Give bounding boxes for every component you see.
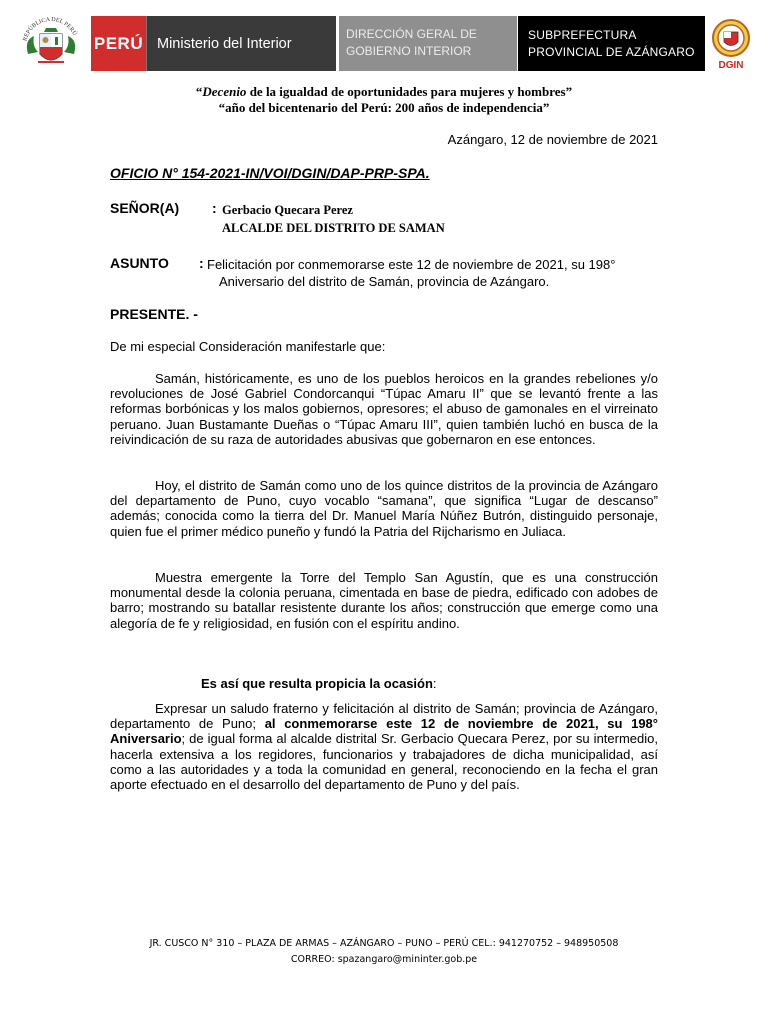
dgin-logo-icon	[709, 18, 753, 72]
ministerio-brand-block	[146, 16, 336, 71]
asunto-colon: :	[199, 255, 204, 271]
recipient-name: Gerbacio Quecara Perez	[222, 203, 353, 217]
ocasion-bold: Es así que resulta propicia la ocasión	[201, 676, 433, 691]
asunto-line-1: Felicitación por conmemorarse este 12 de noviembre de 2021, su 198°	[207, 257, 616, 272]
decenio-line-1: “Decenio de la igualdad de oportunidades para mujeres y hombres”	[195, 84, 573, 99]
ocasion-line: Es así que resulta propicia la ocasión:	[201, 676, 437, 691]
peru-label: PERÚ	[93, 33, 144, 53]
asunto-label: ASUNTO	[110, 255, 169, 271]
document-date: Azángaro, 12 de noviembre de 2021	[447, 132, 658, 147]
footer-line-1: JR. CUSCO N° 310 – PLAZA DE ARMAS – AZÁNGARO – PUNO – PERÚ CEL.: 941270752 – 948950508	[149, 938, 619, 949]
direccion-line-1: DIRECCIÓN GERAL DE	[346, 27, 477, 41]
subprefectura-block	[518, 16, 705, 71]
svg-text:REPÚBLICA DEL PERÚ: REPÚBLICA DEL PERÚ	[22, 16, 78, 42]
peru-coat-of-arms-icon	[18, 10, 84, 76]
asunto-text	[207, 256, 667, 290]
senor-label: SEÑOR(A)	[110, 200, 180, 216]
oficio-number: OFICIO N° 154-2021-IN/VOI/DGIN/DAP-PRP-SPA.	[110, 165, 430, 181]
direccion-general-block	[337, 16, 517, 71]
footer-address	[0, 936, 768, 968]
paragraph-historia: Samán, históricamente, es uno de los pueblos heroicos en la grandes rebeliones y/o revoluciones de José Gabriel Condorcanqui “Túpac Amaru II” que se levantó frente a las reformas borbónicas y los malos gobiernos, opresores; el abuso de gamonales en el virreinato peruano. Juan Bustamante Dueñas o “Túpac Amaru III”, quien también luchó en busca de la reivindicación de su raza de autoridades abusivas que gobernaron en ese entonces.	[110, 371, 658, 447]
decenio-line-2: “año del bicentenario del Perú: 200 años de independencia”	[218, 100, 550, 115]
senor-colon: :	[212, 200, 217, 216]
intro-text: De mi especial Consideración manifestarle que:	[110, 339, 386, 354]
subprefectura-line-2: PROVINCIAL DE AZÁNGARO	[528, 45, 695, 59]
decenio-header	[0, 84, 768, 116]
paragraph-templo: Muestra emergente la Torre del Templo San Agustín, que es una construcción monumental desde la colonia peruana, cimentada en base de piedra, edificado con adobes de barro; mostrando su batallar resistente durante los años; construcción que emerge como una alegoría de fe y religiosidad, en fusión con el espíritu andino.	[110, 570, 658, 631]
footer-line-2: CORREO: spazangaro@mininter.gob.pe	[290, 954, 478, 965]
peru-brand-block	[91, 16, 146, 71]
presente-heading: PRESENTE. -	[110, 306, 198, 322]
recipient-block	[222, 201, 445, 237]
subprefectura-line-1: SUBPREFECTURA	[528, 28, 637, 42]
recipient-title: ALCALDE DEL DISTRITO DE SAMAN	[222, 221, 445, 235]
saludo-bold: al conmemorarse este 12 de noviembre de 2021, su 198° Aniversario	[110, 716, 658, 747]
paragraph-saludo: Expresar un saludo fraterno y felicitación al distrito de Samán; provincia de Azángaro, departamento de Puno; al conmemorarse este 12 de noviembre de 2021, su 198° Aniversario; de igual forma al alcalde distrital Sr. Gerbacio Quecara Perez, por su intermedio, hacerla extensiva a los regidores, funcionarios y trabajadores de dicha municipalidad, así como a las autoridades y a toda la comunidad en general, reconociendo en la fecha el gran aporte efectuado en el desarrollo del departamento de Puno y del país.	[110, 701, 658, 793]
paragraph-distrito: Hoy, el distrito de Samán como uno de los quince distritos de la provincia de Azángaro del departamento de Puno, cuyo vocablo “samana”, que significa “Lugar de descanso” además; conocida como la tierra del Dr. Manuel María Núñez Butrón, distinguido personaje, quien fue el primer médico puneño y fundó la Patria del Rijcharismo en Juliaca.	[110, 478, 658, 539]
ministerio-label: Ministerio del Interior	[157, 35, 292, 52]
asunto-line-2: Aniversario del distrito de Samán, provincia de Azángaro.	[219, 274, 550, 289]
dgin-label: DGIN	[718, 60, 744, 71]
direccion-line-2: GOBIERNO INTERIOR	[346, 44, 472, 58]
